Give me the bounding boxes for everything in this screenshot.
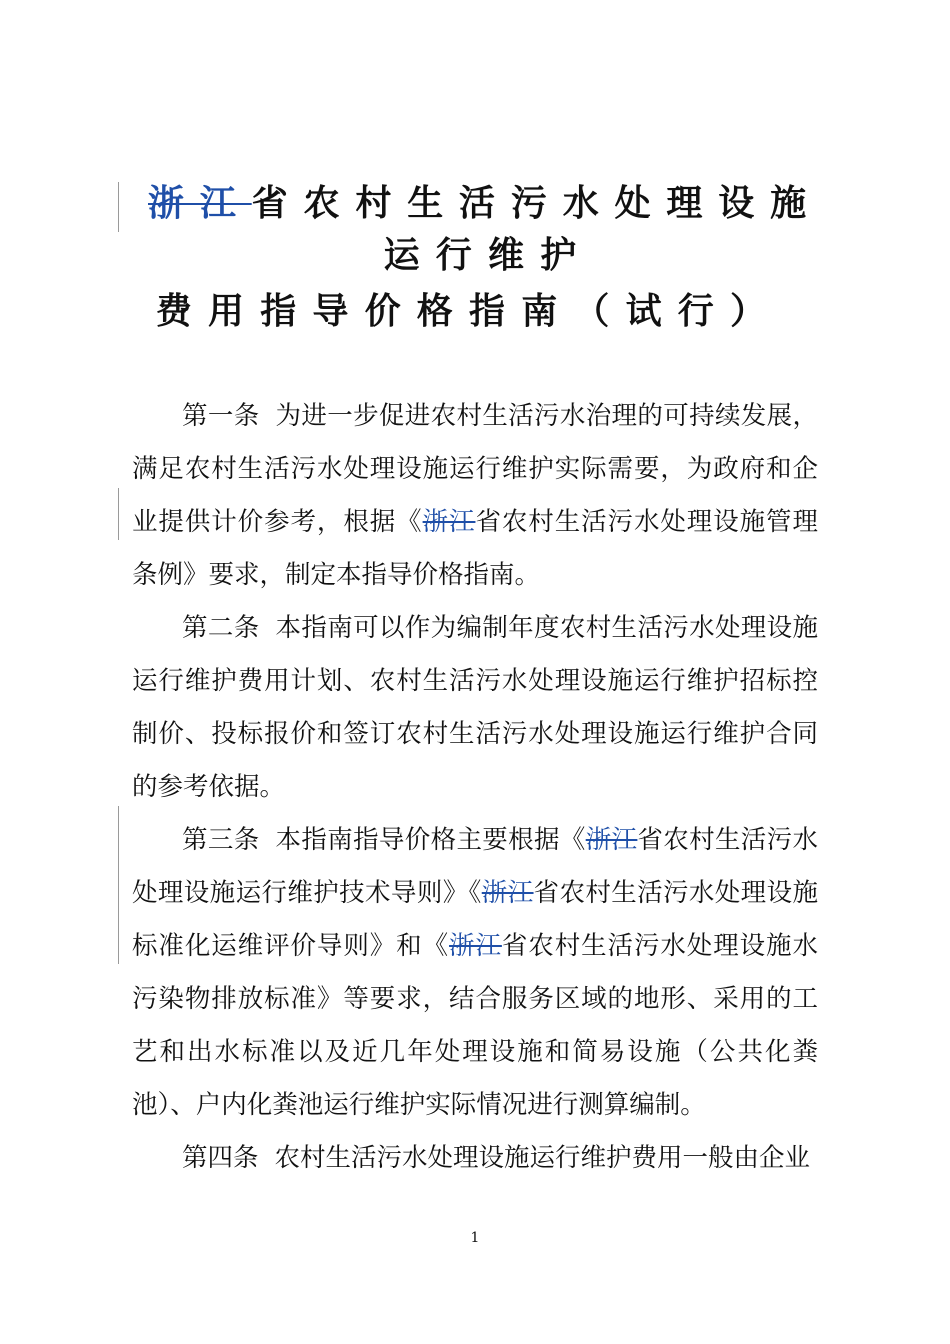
article-text: 省农村生活污水处理设施运行维护技术导则》《 bbox=[132, 825, 818, 908]
article-text: 本指南可以作为编制年度农村生活污水处理设施运行维护费用计划、农村生活污水处理设施运行维护招标控制价、投标报价和签订农村生活污水处理设施运行维护合同的参考依据。 bbox=[132, 613, 818, 802]
page-number: 1 bbox=[470, 1230, 480, 1246]
article-text: 本指南指导价格主要根据《 bbox=[275, 825, 586, 855]
article-paragraph bbox=[132, 814, 818, 1132]
article-text: 省农村生活污水处理设施标准化运维评价导则》和《 bbox=[132, 878, 818, 961]
document-title bbox=[0, 178, 950, 338]
revision-change-bar bbox=[118, 806, 119, 964]
article-text: 农村生活污水处理设施运行维护费用一般由企业 bbox=[274, 1143, 811, 1173]
article-label: 第一条 bbox=[182, 401, 260, 431]
tracked-deletion: 浙江 bbox=[481, 878, 534, 908]
title-line-1-rest: 省农村生活污水处理设施 bbox=[251, 183, 822, 224]
tracked-deletion: 浙江 bbox=[449, 931, 502, 961]
revision-change-bar bbox=[118, 488, 119, 540]
document-body bbox=[132, 390, 818, 1185]
article-text: 省农村生活污水处理设施水污染物排放标准》等要求，结合服务区域的地形、采用的工艺和出水标准以及近几年处理设施和简易设施（公共化粪池）、户内化粪池运行维护实际情况进行测算编制。 bbox=[132, 931, 818, 1120]
tracked-deletion: 浙江 bbox=[585, 825, 638, 855]
article-label: 第二条 bbox=[182, 613, 260, 643]
article-text: 省农村生活污水处理设施管理条例》要求，制定本指导价格指南。 bbox=[132, 507, 818, 590]
tracked-deletion: 浙江 bbox=[422, 507, 476, 537]
article-label: 第四条 bbox=[182, 1143, 259, 1173]
article-text: 为进一步促进农村生活污水治理的可持续发展，满足农村生活污水处理设施运行维护实际需要，为政府和企业提供计价参考，根据《 bbox=[132, 401, 818, 537]
article-paragraph bbox=[132, 390, 818, 602]
article-paragraph bbox=[132, 602, 818, 814]
article-paragraph bbox=[132, 1132, 818, 1185]
title-line-1 bbox=[0, 178, 950, 230]
title-line-3: 费用指导价格指南（试行） bbox=[155, 291, 783, 332]
tracked-deletion: 浙江 bbox=[148, 183, 252, 224]
title-line-2: 运行维护 bbox=[383, 235, 593, 276]
article-label: 第三条 bbox=[182, 825, 260, 855]
